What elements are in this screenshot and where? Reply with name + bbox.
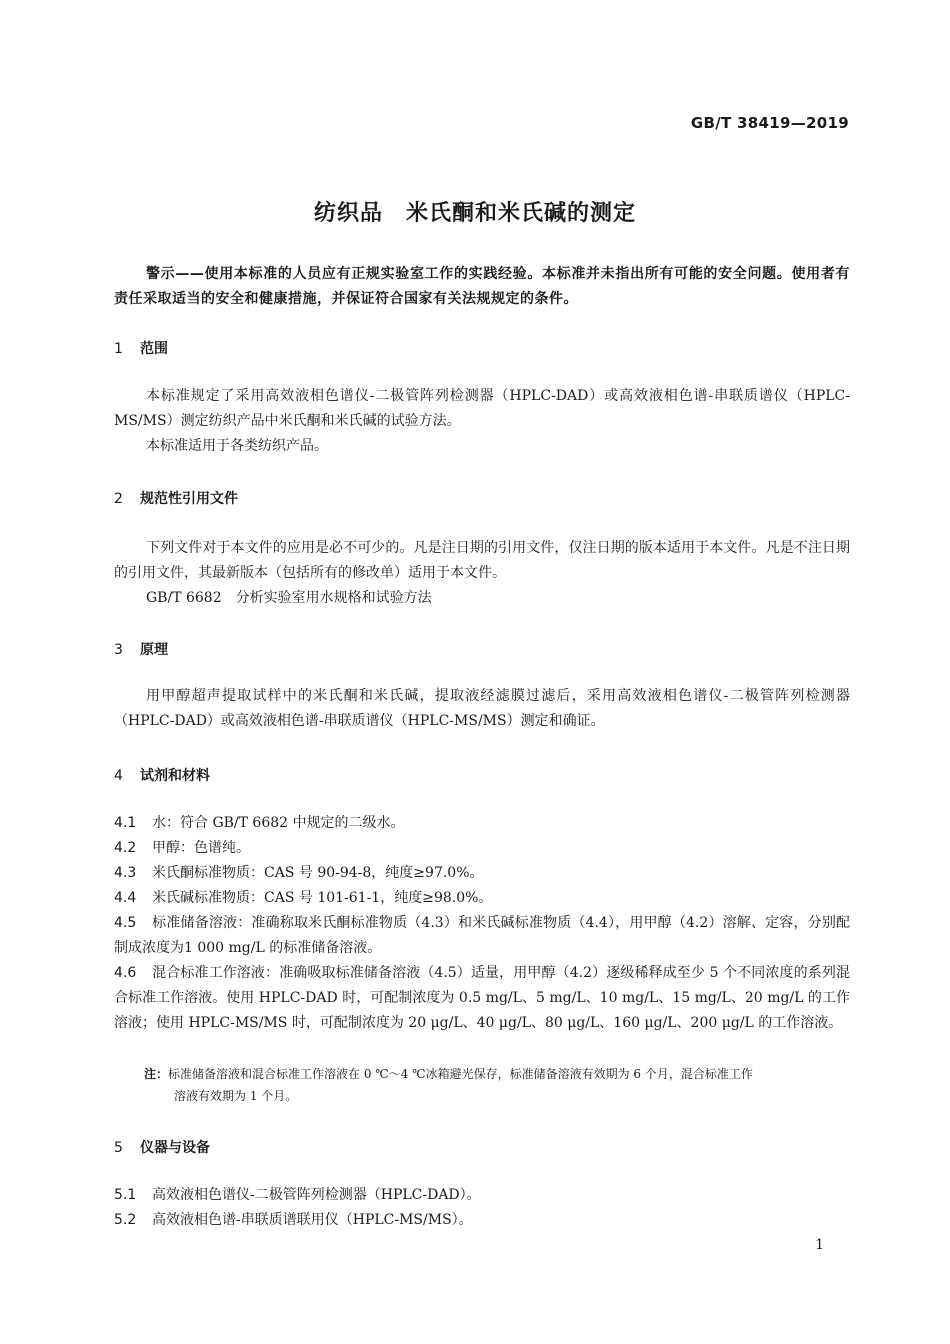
section-1-paragraph-1: 本标准规定了采用高效液相色谱仪-二极管阵列检测器（HPLC-DAD）或高效液相色谱-串联质谱仪（HPLC-MS/MS）测定纺织产品中米氏酮和米氏碱的试验方法。 bbox=[114, 388, 850, 429]
section-2-heading bbox=[114, 488, 238, 508]
section-1-paragraph-2: 本标准适用于各类纺织产品。 bbox=[146, 438, 328, 454]
section-title: 试剂和材料 bbox=[140, 768, 210, 784]
section-number: 5 bbox=[114, 1140, 123, 1156]
document-title: 纺织品 米氏酮和米氏碱的测定 bbox=[313, 201, 636, 226]
section-2-paragraph-1: 下列文件对于本文件的应用是必不可少的。凡是注日期的引用文件，仅注日期的版本适用于本文件。凡是不注日期的引用文件，其最新版本（包括所有的修改单）适用于本文件。 bbox=[114, 540, 850, 581]
list-item-4-3 bbox=[114, 861, 850, 886]
section-1-heading bbox=[114, 338, 168, 358]
list-item-5-1 bbox=[114, 1183, 850, 1208]
item-number: 4.3 bbox=[114, 865, 137, 881]
item-number: 4.2 bbox=[114, 840, 137, 856]
item-text: 米氏酮标准物质：CAS 号 90-94-8，纯度≥97.0%。 bbox=[152, 865, 484, 881]
item-text: 标准储备溶液：准确称取米氏酮标准物质（4.3）和米氏碱标准物质（4.4），用甲醇（4.2）溶解、定容，分别配制成浓度为1 000 mg/L 的标准储备溶液。 bbox=[114, 915, 850, 956]
list-item-4-5 bbox=[114, 911, 850, 961]
list-item-4-1 bbox=[114, 811, 850, 836]
note-label: 注： bbox=[144, 1067, 169, 1081]
section-3-paragraph-1: 用甲醇超声提取试样中的米氏酮和米氏碱，提取液经滤膜过滤后，采用高效液相色谱仪-二极管阵列检测器（HPLC-DAD）或高效液相色谱-串联质谱仪（HPLC-MS/MS）测定和确证。 bbox=[114, 688, 850, 729]
section-title: 范围 bbox=[140, 341, 168, 357]
section-number: 3 bbox=[114, 642, 123, 658]
section-number: 4 bbox=[114, 768, 123, 784]
section-5-heading bbox=[114, 1137, 210, 1157]
section-number: 1 bbox=[114, 341, 123, 357]
list-item-4-2 bbox=[114, 836, 850, 861]
item-text: 米氏碱标准物质：CAS 号 101-61-1，纯度≥98.0%。 bbox=[152, 890, 493, 906]
item-number: 4.4 bbox=[114, 890, 137, 906]
note bbox=[144, 1063, 850, 1107]
list-item-5-2 bbox=[114, 1208, 850, 1233]
page-number: 1 bbox=[815, 1237, 824, 1253]
section-2-reference: GB/T 6682 分析实验室用水规格和试验方法 bbox=[146, 590, 432, 606]
item-text: 高效液相色谱-串联质谱联用仪（HPLC-MS/MS）。 bbox=[152, 1212, 473, 1228]
item-text: 混合标准工作溶液：准确吸取标准储备溶液（4.5）适量，用甲醇（4.2）逐级稀释成至少 5 个不同浓度的系列混合标准工作溶液。使用 HPLC-DAD 时，可配制浓度为 0.5 mg/L、5 mg/L、10 mg/L、15 mg/L、20 mg/L 的工作溶液；使用 HPLC-MS/MS 时，可配制浓度为 20 μg/L、40 μg/L、80 μg/L、160 μg/L、200 μg/L 的工作溶液。 bbox=[114, 965, 850, 1031]
item-number: 5.2 bbox=[114, 1212, 137, 1228]
standard-code: GB/T 38419—2019 bbox=[690, 114, 849, 132]
section-3-heading bbox=[114, 639, 168, 659]
item-number: 4.6 bbox=[114, 965, 137, 981]
item-text: 高效液相色谱仪-二极管阵列检测器（HPLC-DAD）。 bbox=[152, 1187, 481, 1203]
section-title: 原理 bbox=[140, 642, 168, 658]
item-number: 4.5 bbox=[114, 915, 137, 931]
section-title: 规范性引用文件 bbox=[140, 491, 238, 507]
item-number: 4.1 bbox=[114, 815, 137, 831]
item-number: 5.1 bbox=[114, 1187, 137, 1203]
section-title: 仪器与设备 bbox=[140, 1140, 210, 1156]
list-item-4-4 bbox=[114, 886, 850, 911]
list-item-4-6 bbox=[114, 961, 850, 1036]
warning-paragraph: 警示——使用本标准的人员应有正规实验室工作的实践经验。本标准并未指出所有可能的安全问题。使用者有责任采取适当的安全和健康措施，并保证符合国家有关法规规定的条件。 bbox=[114, 266, 850, 307]
section-4-heading bbox=[114, 765, 210, 785]
item-text: 甲醇：色谱纯。 bbox=[152, 840, 250, 856]
note-line-1: 标准储备溶液和混合标准工作溶液在 0 ℃～4 ℃冰箱避光保存，标准储备溶液有效期为 6 个月，混合标准工作 bbox=[168, 1067, 753, 1081]
note-line-2: 溶液有效期为 1 个月。 bbox=[174, 1089, 298, 1103]
item-text: 水：符合 GB/T 6682 中规定的二级水。 bbox=[152, 815, 405, 831]
section-number: 2 bbox=[114, 491, 123, 507]
